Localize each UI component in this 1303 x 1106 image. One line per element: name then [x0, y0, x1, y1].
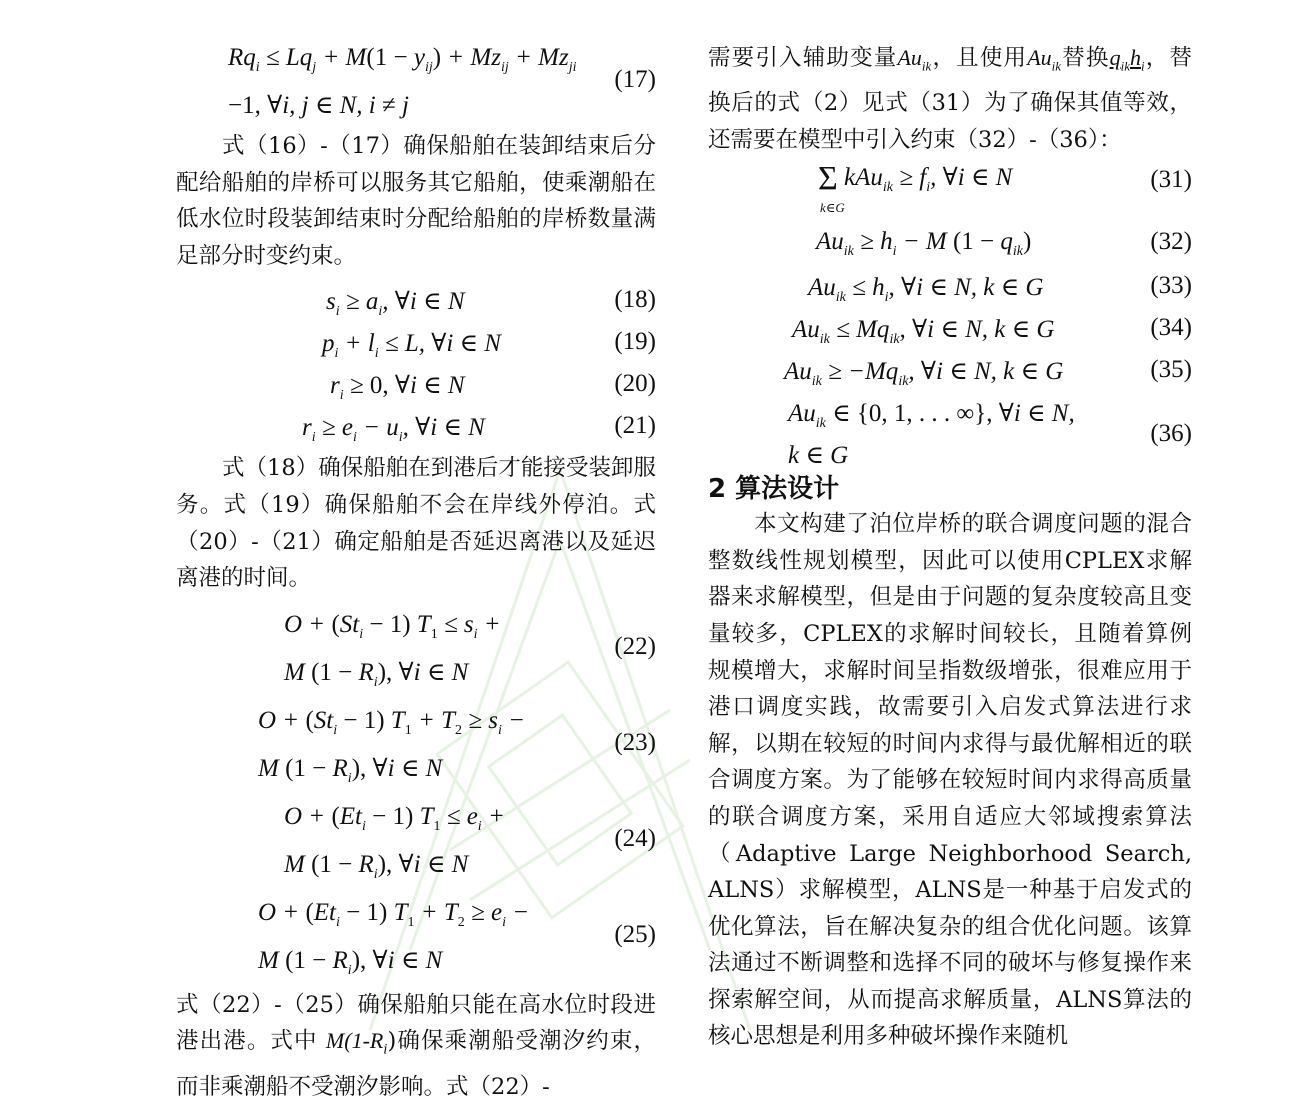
equation-19-body: $p_i + l_i \le L$, ∀i ∈ N	[322, 330, 501, 362]
paragraph-auxiliary-variable: 需要引入辅助变量$Au_{ik}$，且使用$Au_{ik}$替换$q_{ik}h_i$，替换后的式（2）见式（31）为了确保其值等效，还需要在模型中引入约束（32）-（36）：	[708, 45, 1192, 153]
equation-17-line2: −1, ∀i, j ∈ N, i ≠ j	[228, 92, 409, 119]
paragraph-algorithm-design: 本文构建了泊位岸桥的联合调度问题的混合整数线性规划模型，因此可以使用CPLEX求解器来求解模型，但是由于问题的复杂度较高且变量较多，CPLEX的求解时间较长，且随着算例规模增大，求解时间呈指数级增张，很难应用于港口调度实践，故需要引入启发式算法进行求解，以期在较短的时间内求得与最优解相近的联合调度方案。为了能够在较短时间内求得高质量的联合调度方案，采用自适应大邻域搜索算法（Adaptive Large Neighborhood Search, ALNS）求解模型，ALNS是一种基于启发式的优化算法，旨在解决复杂的组合优化问题。该算法通过不断调整和选择不同的破坏与修复操作来探索解空间，从而提高求解质量，ALNS算法的核心思想是利用多种破坏操作来随机	[708, 511, 1192, 1050]
equation-36-number: (36)	[1150, 420, 1192, 448]
equation-20	[176, 366, 656, 408]
section-title: 2 算法设计	[708, 474, 840, 505]
equation-25-line2: M $(1 - R_i)$, ∀i ∈ N	[258, 946, 443, 978]
equation-33-body: $Au_{ik} \le h_i$, ∀i ∈ N, k ∈ G	[808, 274, 1044, 306]
equation-18-body: $s_i \ge a_i$, ∀i ∈ N	[326, 288, 465, 320]
equation-34	[708, 310, 1192, 352]
equation-25	[176, 891, 656, 987]
paragraph-aux-part1: 需要引入辅助变量	[708, 45, 898, 71]
equation-22	[176, 603, 656, 699]
equation-24	[176, 795, 656, 891]
equation-23-number: (23)	[614, 728, 656, 756]
equation-17-number: (17)	[614, 66, 656, 93]
equation-18-number: (18)	[614, 286, 656, 314]
equation-23-line2: M $(1 - R_i)$, ∀i ∈ N	[258, 754, 443, 786]
equation-20-number: (20)	[614, 370, 656, 398]
paragraph-constraints-16-17: 式（16）-（17）确保船舶在装卸结束后分配给船舶的岸桥可以服务其它船舶，使乘潮船在低水位时段装卸结束时分配给船舶的岸桥数量满足部分时变约束。	[176, 133, 656, 269]
paragraph-constraints-22-25-part1: 式（22）-（25）确保船舶只能在高水位时段进港出港。式中	[176, 991, 656, 1055]
equation-23	[176, 699, 656, 795]
equation-25-line1: $O + (Et_i - 1) T_1 + T_2 \ge e_i$ −	[258, 898, 530, 930]
equation-21-body: $r_i \ge e_i - u_i$, ∀i ∈ N	[302, 414, 485, 446]
paragraph-constraints-22-25-part2: )确保乘潮船受潮汐约束，而非乘潮船不受潮汐影响。式（22）-	[176, 1028, 656, 1101]
equation-33-number: (33)	[1150, 272, 1192, 300]
equation-33	[708, 268, 1192, 310]
equation-24-number: (24)	[614, 824, 656, 852]
paragraph-aux-part4: ，替换后的式（2）见式（31）为了确保其值等效，还需要在模型中引入约束（32）-（36）：	[708, 45, 1192, 153]
equation-24-line1: $O + (Et_i - 1) T_1 \le e_i$ +	[284, 802, 505, 834]
equation-31-number: (31)	[1150, 166, 1192, 194]
equation-36-line1: $Au_{ik}$ ∈ {0, 1, . . . ∞}, ∀i ∈ N,	[788, 400, 1075, 432]
equation-32	[708, 222, 1192, 268]
equation-31-sum-index: k∈G	[820, 200, 845, 216]
equation-25-number: (25)	[614, 920, 656, 948]
paragraph-aux-part2: ，且使用	[931, 45, 1028, 71]
equation-23-line1: $O + (St_i - 1) T_1 + T_2 \ge s_i$ −	[258, 706, 525, 738]
right-column	[708, 0, 1192, 1055]
equation-24-line2: M $(1 - R_i)$, ∀i ∈ N	[284, 850, 469, 882]
equation-35-body: $Au_{ik} \ge -Mq_{ik}$, ∀i ∈ N, k ∈ G	[784, 358, 1064, 390]
equation-22-number: (22)	[614, 632, 656, 660]
equation-17	[176, 0, 656, 119]
equation-19-number: (19)	[614, 328, 656, 356]
paragraph-aux-part3: 替换	[1061, 45, 1110, 71]
left-column	[176, 0, 656, 1106]
equation-35	[708, 352, 1192, 394]
equation-31-body: Σ $kAu_{ik} \ge f_i$, ∀i ∈ N	[818, 160, 1013, 198]
equation-22-line1: $O + (St_i - 1) T_1 \le s_i$ +	[284, 610, 501, 642]
equation-17-line1: $Rq_i \le Lq_j + M(1 - y_{ij}) + Mz_{ij} + Mz_{ji}$	[228, 44, 577, 75]
inline-math-M1-R: M(1-R	[325, 1028, 384, 1054]
equation-21	[176, 408, 656, 450]
equation-31	[708, 160, 1192, 222]
equation-34-number: (34)	[1150, 314, 1192, 342]
equation-18	[176, 282, 656, 324]
paragraph-constraints-18-21: 式（18）确保船舶在到港后才能接受装卸服务。式（19）确保船舶不会在岸线外停泊。式（20）-（21）确定船舶是否延迟离港以及延迟离港的时间。	[176, 455, 656, 592]
equation-19	[176, 324, 656, 366]
equation-20-body: $r_i \ge 0$, ∀i ∈ N	[330, 372, 465, 404]
equation-32-number: (32)	[1150, 228, 1192, 256]
equation-22-line2: M $(1 - R_i)$, ∀i ∈ N	[284, 658, 469, 690]
equation-32-body: $Au_{ik} \ge h_i - M$ $(1 - q_{ik})$	[816, 228, 1032, 260]
equation-34-body: $Au_{ik} \le Mq_{ik}$, ∀i ∈ N, k ∈ G	[792, 316, 1055, 348]
paragraph-constraints-22-25: 式（22）-（25）确保船舶只能在高水位时段进港出港。式中 $M(1-R_i)$确保乘潮船受潮汐约束，而非乘潮船不受潮汐影响。式（22）-	[176, 991, 656, 1101]
equation-35-number: (35)	[1150, 356, 1192, 384]
equation-36	[708, 394, 1192, 484]
equation-21-number: (21)	[614, 412, 656, 440]
equation-36-line2: k ∈ G	[788, 442, 849, 470]
